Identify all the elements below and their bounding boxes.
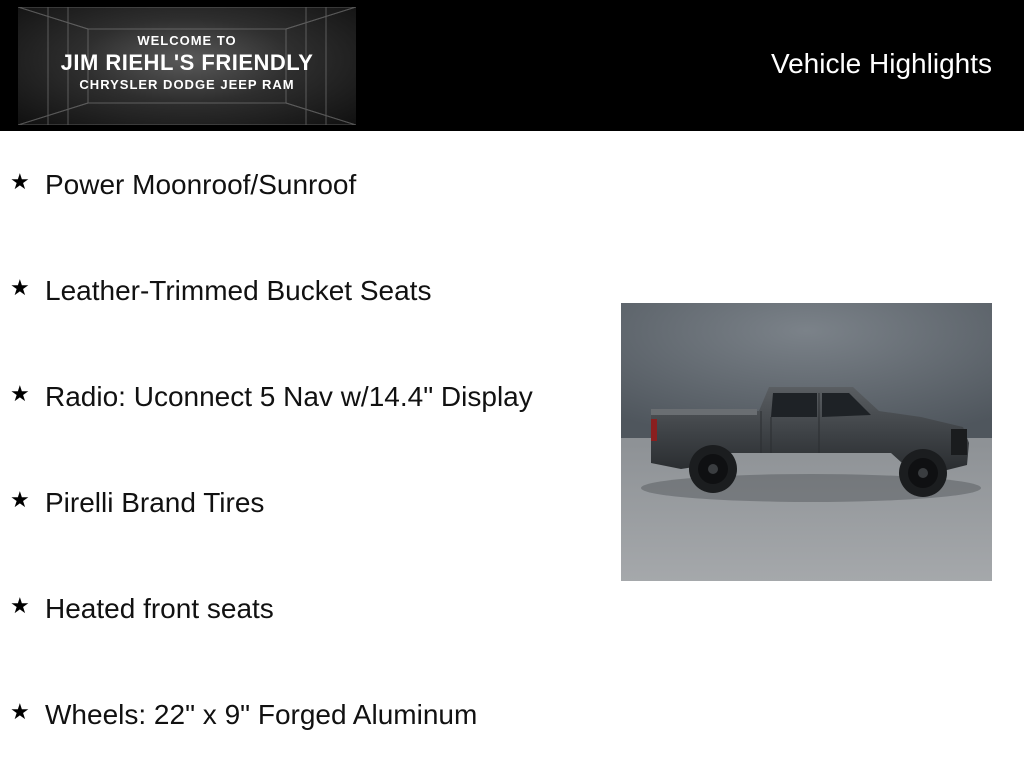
highlight-label: Pirelli Brand Tires <box>45 487 265 518</box>
vehicle-photo <box>621 303 992 581</box>
star-icon: ★ <box>10 169 30 194</box>
list-item <box>0 701 610 741</box>
highlight-label: Heated front seats <box>45 593 274 624</box>
highlight-label: Leather-Trimmed Bucket Seats <box>45 275 432 306</box>
list-item <box>0 277 610 317</box>
logo-brands-text: CHRYSLER DODGE JEEP RAM <box>79 77 295 92</box>
list-item <box>0 383 610 423</box>
logo-dealer-name: JIM RIEHL'S FRIENDLY <box>60 50 314 75</box>
logo-welcome-text: WELCOME TO <box>137 33 237 48</box>
list-item <box>0 595 610 635</box>
dealer-logo <box>18 7 356 125</box>
star-icon: ★ <box>10 699 30 724</box>
star-icon: ★ <box>10 487 30 512</box>
star-icon: ★ <box>10 593 30 618</box>
page-title: Vehicle Highlights <box>770 48 992 79</box>
highlight-label: Power Moonroof/Sunroof <box>45 169 357 200</box>
list-item <box>0 489 610 529</box>
highlight-label: Wheels: 22" x 9" Forged Aluminum <box>45 699 478 730</box>
logo-text <box>18 7 356 125</box>
list-item <box>0 171 610 211</box>
star-icon: ★ <box>10 381 30 406</box>
highlight-label: Radio: Uconnect 5 Nav w/14.4" Display <box>45 381 533 412</box>
star-icon: ★ <box>10 275 30 300</box>
header-bar <box>0 0 1024 131</box>
pickup-truck-icon <box>621 303 992 581</box>
